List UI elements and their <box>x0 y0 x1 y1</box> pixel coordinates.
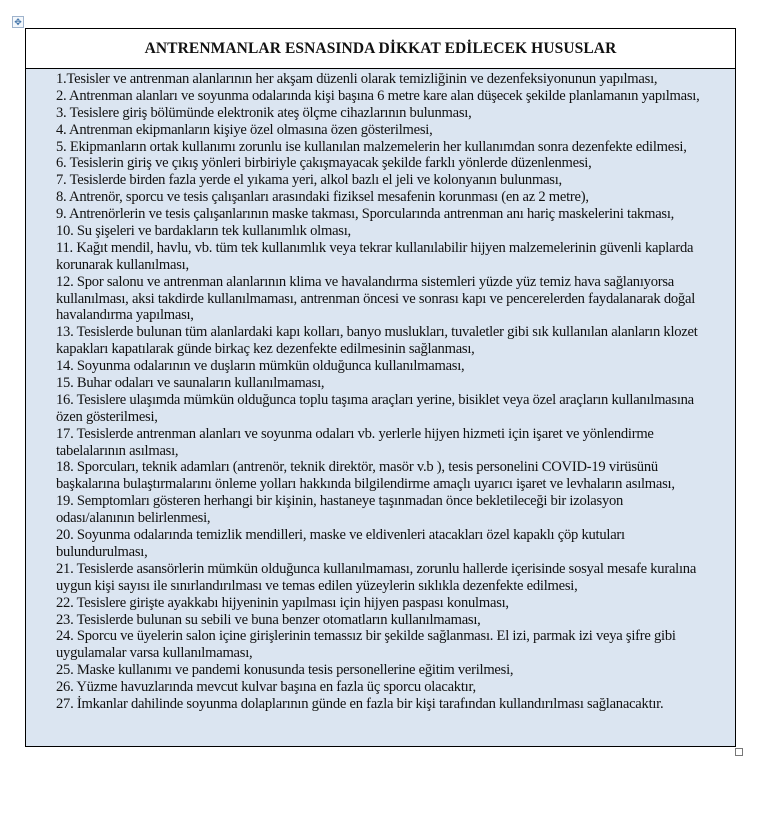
list-item <box>56 71 735 88</box>
list-item <box>56 206 735 223</box>
list-item <box>56 493 735 527</box>
list-item <box>56 426 735 460</box>
list-item-line: başkalarına bulaştırmalarını önleme yolları hakkında bilgilendirme amaçlı uyarıcı işaret ve levhaların asılması, <box>56 476 675 493</box>
list-item-line: 18. Sporcuları, teknik adamları (antrenör, teknik direktör, masör v.b ), tesis personelini COVID-19 virüsünü <box>56 459 658 476</box>
list-item-line: 11. Kağıt mendil, havlu, vb. tüm tek kullanımlık veya tekrar kullanılabilir hijyen malzemelerinin güvenli kaplarda <box>56 239 694 256</box>
list-item <box>56 189 735 206</box>
list-item-line: 7. Tesislerde birden fazla yerde el yıkama yeri, alkol bazlı el jeli ve kolonyanın bulunması, <box>56 172 562 189</box>
list-item <box>56 561 735 595</box>
list-item <box>56 679 735 696</box>
list-item <box>56 612 735 629</box>
list-item-line: 9. Antrenörlerin ve tesis çalışanlarının maske takması, Sporcularında antrenman anı hariç maskelerini takması, <box>56 206 675 223</box>
list-item-line: özen gösterilmesi, <box>56 408 158 425</box>
list-item <box>56 358 735 375</box>
list-item <box>56 375 735 392</box>
list-item <box>56 527 735 561</box>
guidelines-table <box>25 28 736 747</box>
list-item-line: uygun kişi sayısı ile sınırlandırılması ve temas edilen yüzeylerin sıklıkla dezenfekte edilmesi, <box>56 577 578 594</box>
list-item-line: 10. Su şişeleri ve bardakların tek kullanımlık olması, <box>56 223 351 240</box>
table-body-cell[interactable] <box>26 69 735 746</box>
list-item-line: 14. Soyunma odalarının ve duşların mümkün olduğunca kullanılmaması, <box>56 358 465 375</box>
list-item-line: kapakları kapatılarak günde birkaç kez dezenfekte edilmesinin sağlanması, <box>56 341 475 358</box>
list-item-line: havalandırma yapılması, <box>56 307 194 324</box>
table-move-handle-icon[interactable]: ✥ <box>12 16 24 28</box>
list-item-line: bulundurulması, <box>56 543 148 560</box>
list-item-line: uygulamalar varsa kullanılmaması, <box>56 645 253 662</box>
list-item-line: 12. Spor salonu ve antrenman alanlarının klima ve havalandırma sistemleri yüzde yüz temiz hava sağlanıyorsa <box>56 273 675 290</box>
list-item <box>56 122 735 139</box>
list-item <box>56 240 735 274</box>
table-header-cell[interactable] <box>26 29 735 69</box>
list-item-line: korunarak kullanılması, <box>56 256 189 273</box>
list-item <box>56 105 735 122</box>
list-item-line: 16. Tesislere ulaşımda mümkün olduğunca toplu taşıma araçları yerine, bisiklet veya özel araçların kullanılmasına <box>56 391 694 408</box>
list-item <box>56 223 735 240</box>
list-item-line: 6. Tesislerin giriş ve çıkış yönleri birbiriyle çakışmayacak şekilde farklı yönlerde düzenlenmesi, <box>56 155 592 172</box>
list-item-line: odası/alanının belirlenmesi, <box>56 510 211 527</box>
list-item <box>56 662 735 679</box>
list-item-line: 27. İmkanlar dahilinde soyunma dolaplarının günde en fazla bir kişi tarafından kullandırılması sağlanacaktır. <box>56 695 664 712</box>
list-item <box>56 628 735 662</box>
list-item-line: 24. Sporcu ve üyelerin salon içine girişlerinin temassız bir şekilde sağlanması. El izi, parmak izi veya şifre gibi <box>56 628 676 645</box>
table-resize-handle[interactable] <box>735 748 743 756</box>
list-item <box>56 172 735 189</box>
list-item-line: 19. Semptomları gösteren herhangi bir kişinin, hastaneye taşınmadan önce bekletileceği bir izolasyon <box>56 493 624 510</box>
list-item-line: kullanılması, aksi takdirde kullanılmaması, antrenman öncesi ve sonrası kapı ve pencerelerden faydalanarak doğal <box>56 290 696 307</box>
list-item <box>56 392 735 426</box>
list-item-line: 21. Tesislerde asansörlerin mümkün olduğunca kullanılmaması, zorunlu hallerde içerisinde sosyal mesafe kuralına <box>56 560 697 577</box>
list-item <box>56 696 735 713</box>
list-item <box>56 274 735 325</box>
list-item-line: 15. Buhar odaları ve saunaların kullanılmaması, <box>56 375 325 392</box>
list-item-line: 25. Maske kullanımı ve pandemi konusunda tesis personellerine eğitim verilmesi, <box>56 662 514 679</box>
list-item-line: 2. Antrenman alanları ve soyunma odalarında kişi başına 6 metre kare alan düşecek şekilde planlamanın yapılması, <box>56 87 700 104</box>
list-item-line: 20. Soyunma odalarında temizlik mendilleri, maske ve eldivenleri atacakları özel kapaklı çöp kutuları <box>56 527 625 544</box>
list-item-line: 5. Ekipmanların ortak kullanımı zorunlu ise kullanılan malzemelerin her kullanımdan sonra dezenfekte edilmesi, <box>56 138 687 155</box>
list-item-line: 1.Tesisler ve antrenman alanlarının her akşam düzenli olarak temizliğinin ve dezenfeksiyonunun yapılması, <box>56 71 658 87</box>
list-item-line: 26. Yüzme havuzlarında mevcut kulvar başına en fazla üç sporcu olacaktır, <box>56 679 476 696</box>
list-item-line: 13. Tesislerde bulunan tüm alanlardaki kapı kolları, banyo muslukları, tuvaletler gibi sık kullanılan alanların klozet <box>56 324 698 341</box>
table-title: ANTRENMANLAR ESNASINDA DİKKAT EDİLECEK HUSUSLAR <box>144 39 617 57</box>
list-item-line: 17. Tesislerde antrenman alanları ve soyunma odaları vb. yerlerle hijyen hizmeti için işaret ve yönlendirme <box>56 425 654 442</box>
list-item-line: 22. Tesislere girişte ayakkabı hijyeninin yapılması için hijyen paspası konulması, <box>56 594 509 611</box>
list-item-line: 23. Tesislerde bulunan su sebili ve buna benzer otomatların kullanılmaması, <box>56 611 481 628</box>
list-item <box>56 155 735 172</box>
list-item-line: 3. Tesislere giriş bölümünde elektronik ateş ölçme cihazlarının bulunması, <box>56 104 472 121</box>
list-item <box>56 595 735 612</box>
list-item <box>56 324 735 358</box>
list-item-line: 8. Antrenör, sporcu ve tesis çalışanları arasındaki fiziksel mesafenin korunması (en az 2 metre), <box>56 189 589 206</box>
list-item <box>56 139 735 156</box>
list-item-line: tabelalarının asılması, <box>56 442 179 459</box>
list-item <box>56 459 735 493</box>
list-item <box>56 88 735 105</box>
list-item-line: 4. Antrenman ekipmanların kişiye özel olmasına özen gösterilmesi, <box>56 121 433 138</box>
